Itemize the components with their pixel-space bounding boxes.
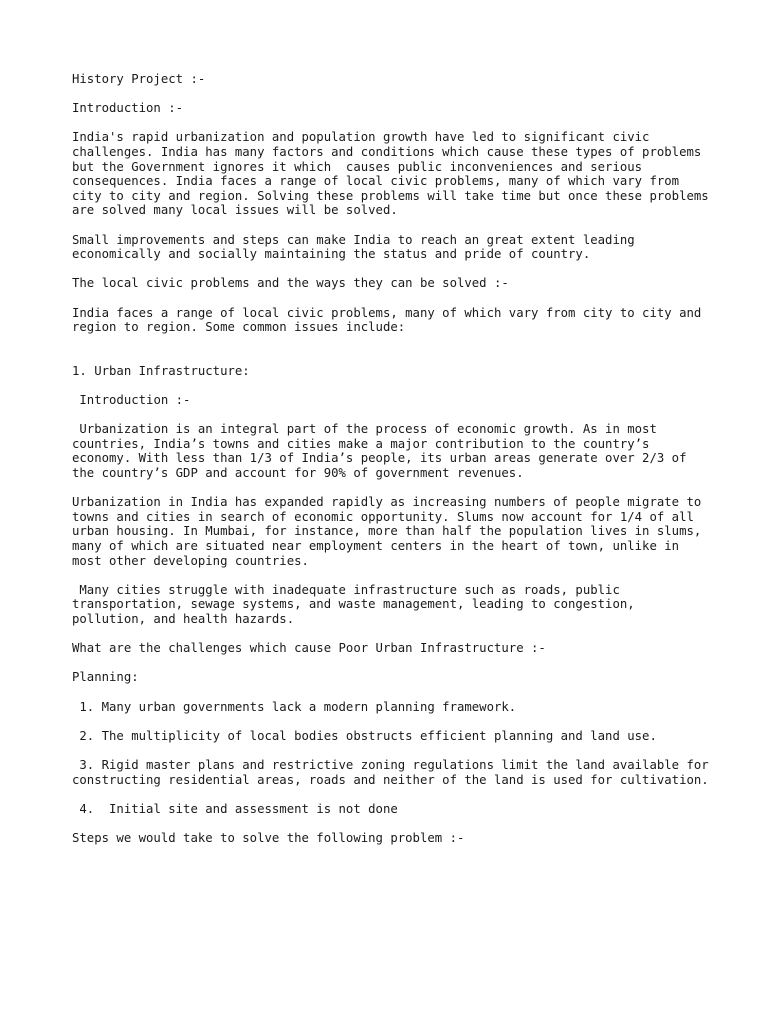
steps-heading: Steps we would take to solve the following problem :- [72, 830, 465, 845]
urban-introduction-heading: Introduction :- [72, 393, 191, 408]
urban-infrastructure-heading: 1. Urban Infrastructure: [72, 363, 250, 378]
planning-list-item: 4. Initial site and assessment is not done [72, 801, 398, 816]
section-heading: The local civic problems and the ways they can be solved :- [72, 276, 509, 291]
introduction-heading: Introduction :- [72, 101, 184, 116]
challenges-heading: What are the challenges which cause Poor Urban Infrastructure :- [72, 641, 546, 656]
section-intro-paragraph: India faces a range of local civic problems, many of which vary from city to city and region to region. Some common issues include: [72, 305, 709, 335]
introduction-paragraph-2: Small improvements and steps can make India to reach an great extent leading economically and socially maintaining the status and pride of country. [72, 232, 643, 262]
planning-list-item: 3. Rigid master plans and restrictive zoning regulations limit the land available for constructing residential areas, roads and neither of the land is used for cultivation. [72, 757, 717, 787]
planning-list-item: 2. The multiplicity of local bodies obstructs efficient planning and land use. [72, 728, 657, 743]
urban-paragraph-2: Urbanization in India has expanded rapidly as increasing numbers of people migrate to towns and cities in search of economic opportunity. Slums now account for 1/4 of all urban housing. In Mumbai, for instance, more than half the population lives in slums, many of which are situated near employment centers in the heart of town, unlike in most other developing countries. [72, 495, 709, 568]
planning-list-item: 1. Many urban governments lack a modern planning framework. [72, 699, 517, 714]
planning-heading: Planning: [72, 670, 139, 685]
document-title: History Project :- [72, 72, 206, 86]
document-body [72, 72, 717, 860]
urban-paragraph-3: Many cities struggle with inadequate infrastructure such as roads, public transportation, sewage systems, and waste management, leading to congestion, pollution, and health hazards. [72, 582, 643, 626]
introduction-paragraph-1: India's rapid urbanization and population growth have led to significant civic challenges. India has many factors and conditions which cause these types of problems but the Government ignores it which causes public inconveniences and serious consequences. India faces a range of local civic problems, many of which vary from city to city and region. Solving these problems will take time but once these problems are solved many local issues will be solved. [72, 130, 717, 218]
urban-paragraph-1: Urbanization is an integral part of the process of economic growth. As in most countries, India’s towns and cities make a major contribution to the country’s economy. With less than 1/3 of India’s people, its urban areas generate over 2/3 of the country’s GDP and account for 90% of government revenues. [72, 422, 694, 481]
